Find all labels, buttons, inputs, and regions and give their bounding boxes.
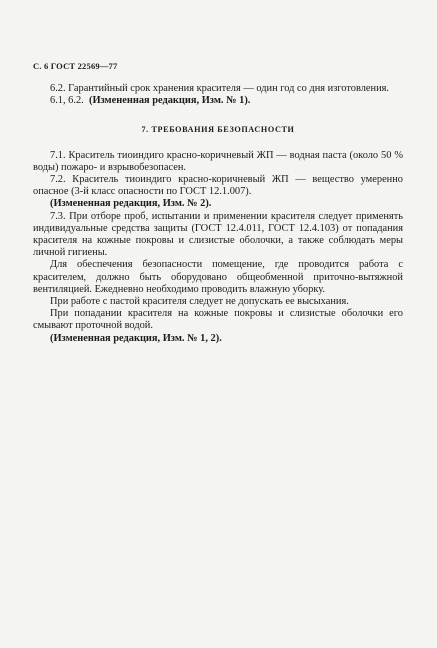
- amendment-note-2: (Измененная редакция, Изм. № 2).: [50, 198, 212, 210]
- page-header: С. 6 ГОСТ 22569—77: [33, 61, 118, 71]
- paragraph-paste: При работе с пастой красителя следует не допускать ее высыхания.: [50, 296, 349, 308]
- paragraph-6-2: 6.2. Гарантийный срок хранения красителя — один год со дня изготовления.: [50, 83, 390, 94]
- paragraph-7-3: 7.3. При отборе проб, испытании и применении красителя следует применять индивидуальные средства защиты (ГОСТ 12.4.011, ГОСТ 12.4.103) от попадания красителя на кожные покровы и слизистые оболочки, а также соблюдать меры личной гигиены.: [33, 210, 403, 259]
- paragraph-skin-contact: При попадании красителя на кожные покровы и слизистые оболочки его смывают проточной водой.: [33, 308, 403, 332]
- amendment-ref: 6.1, 6.2.: [50, 95, 84, 107]
- amendment-note: (Измененная редакция, Изм. № 1).: [88, 95, 251, 107]
- paragraph-ventilation: Для обеспечения безопасности помещение, где проводится работа с красителем, должно быть оборудовано общеобменной приточно-вытяжной вентиляцией. Ежедневно необходимо проводить влажную уборку.: [33, 259, 403, 295]
- amendment-note-1-2: (Измененная редакция, Изм. № 1, 2).: [50, 332, 222, 344]
- paragraph-6-1-6-2-amendment: [33, 95, 403, 107]
- document-body: [33, 83, 403, 345]
- section-7-title: 7. ТРЕБОВАНИЯ БЕЗОПАСНОСТИ: [141, 125, 295, 135]
- paragraph-7-2: 7.2. Краситель тиоиндиго красно-коричневый ЖП — вещество умеренно опасное (3-й класс опасности по ГОСТ 12.1.007).: [33, 174, 403, 198]
- paragraph-7-1: 7.1. Краситель тиоиндиго красно-коричневый ЖП — водная паста (около 50 % воды) пожаро- и взрывобезопасен.: [33, 149, 403, 173]
